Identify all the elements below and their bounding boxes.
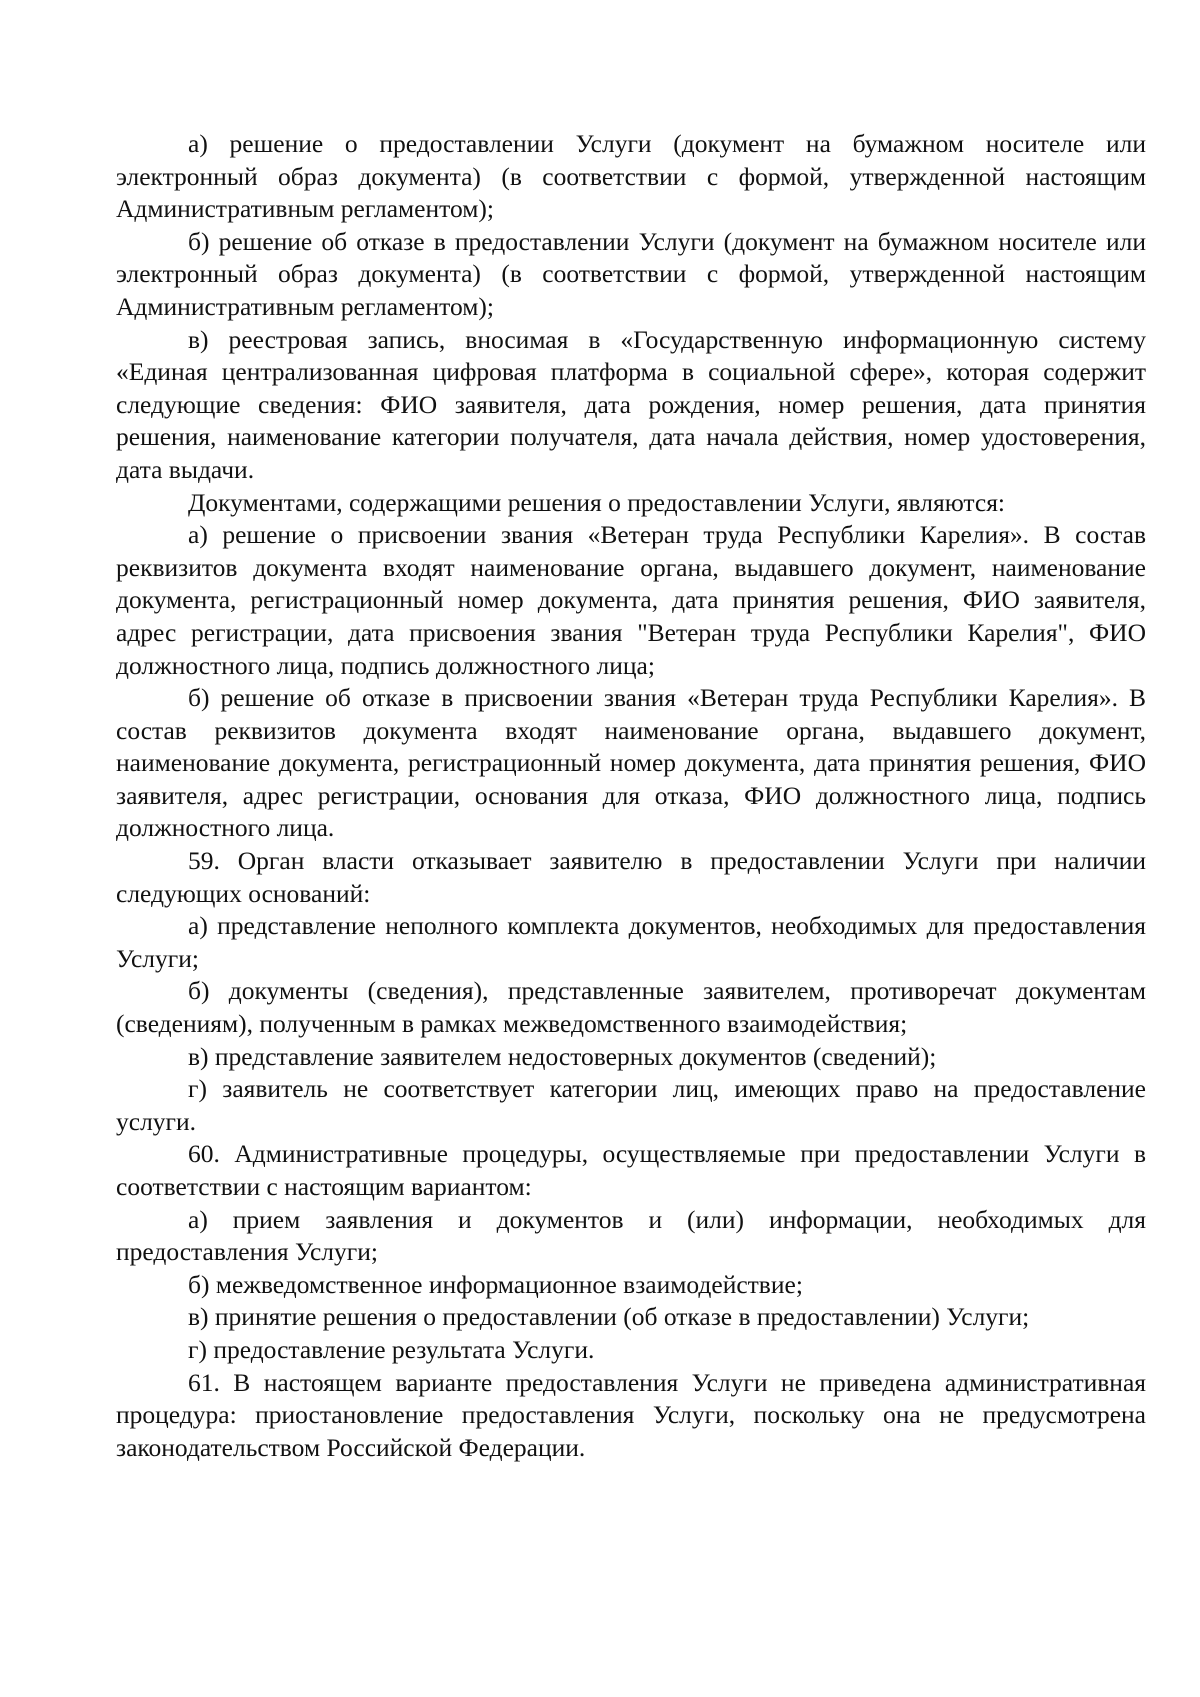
result-item-a-decision-granted: а) решение о предоставлении Услуги (документ на бумажном носителе или электронный образ документа) (в соответствии с формой, утвержденной настоящим Административным регламентом); [116, 129, 1146, 224]
decision-document-b-title-refused: б) решение об отказе в присвоении звания «Ветеран труда Республики Карелия». В состав реквизитов документа входят наименование органа, выдавшего документ, наименование документа, регистрационный номер документа, дата принятия решения, ФИО заявителя, адрес регистрации, основания для отказа, ФИО должностного лица, подпись должностного лица. [116, 683, 1146, 843]
decision-documents-intro: Документами, содержащими решения о предоставлении Услуги, являются: [188, 487, 1006, 517]
procedure-c: в) принятие решения о предоставлении (об отказе в предоставлении) Услуги; [188, 1302, 1030, 1332]
document-body [116, 128, 1146, 1464]
procedure-a: а) прием заявления и документов и (или) информации, необходимых для предоставления Услуги; [116, 1204, 1146, 1267]
procedure-b: б) межведомственное информационное взаимодействие; [188, 1269, 803, 1299]
clause-60-procedures: 60. Административные процедуры, осуществляемые при предоставлении Услуги в соответствии с настоящим вариантом: [116, 1139, 1146, 1201]
clause-59-refusal-grounds: 59. Орган власти отказывает заявителю в предоставлении Услуги при наличии следующих оснований: [116, 846, 1146, 908]
result-item-c-registry-record: в) реестровая запись, вносимая в «Государственную информационную систему «Единая централизованная цифровая платформа в социальной сфере», которая содержит следующие сведения: ФИО заявителя, дата рождения, номер решения, дата принятия решения, наименование категории получателя, дата начала действия, номер удостоверения, дата выдачи. [116, 324, 1146, 484]
result-item-b-decision-refused: б) решение об отказе в предоставлении Услуги (документ на бумажном носителе или электронный образ документа) (в соответствии с формой, утвержденной настоящим Административным регламентом); [116, 226, 1146, 321]
refusal-ground-d: г) заявитель не соответствует категории лиц, имеющих право на предоставление услуги. [116, 1074, 1146, 1136]
refusal-ground-a: а) представление неполного комплекта документов, необходимых для предоставления Услуги; [116, 911, 1146, 973]
procedure-d: г) предоставление результата Услуги. [188, 1334, 595, 1364]
refusal-ground-c: в) представление заявителем недостоверных документов (сведений); [188, 1041, 937, 1071]
clause-61-suspension: 61. В настоящем варианте предоставления Услуги не приведена административная процедура: приостановление предоставления Услуги, поскольку она не предусмотрена законодательством Российской Федерации. [116, 1367, 1146, 1462]
decision-document-a-title-awarded: а) решение о присвоении звания «Ветеран труда Республики Карелия». В состав реквизитов документа входят наименование органа, выдавшего документ, наименование документа, регистрационный номер документа, дата принятия решения, ФИО заявителя, адрес регистрации, дата присвоения звания "Ветеран труда Республики Карелия", ФИО должностного лица, подпись должностного лица; [116, 520, 1146, 680]
refusal-ground-b: б) документы (сведения), представленные заявителем, противоречат документам (сведениям), полученным в рамках межведомственного взаимодействия; [116, 976, 1146, 1039]
